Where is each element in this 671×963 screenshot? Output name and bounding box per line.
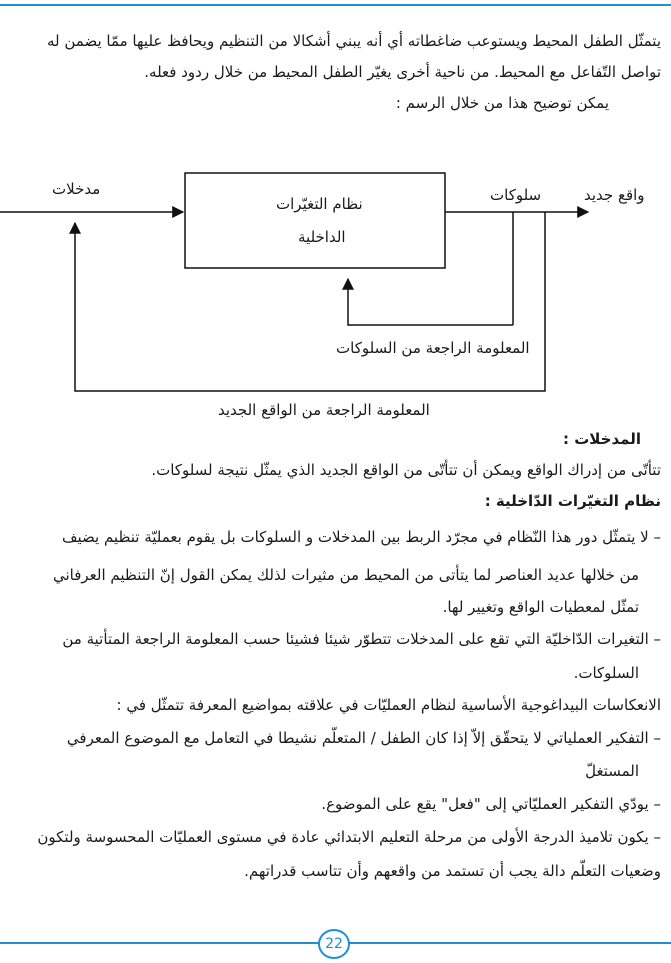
feedback-behaviors-loop	[348, 279, 445, 325]
label-inputs: مدخلات	[52, 180, 101, 198]
bullet-4: – يودّي التفكير العمليّاتي إلى "فعل" يقع على الموضوع.	[321, 795, 661, 813]
bullet-1-line-1: – لا يتمثّل دور هذا النّظام في مجرّد الربط بين المدخلات و السلوكات بل يقوم بعمليّة تنظيم يضيف	[61, 528, 661, 546]
system-heading: نظام التغيّرات الدّاخلية :	[484, 492, 661, 510]
label-system-1: نظام التغيّرات	[276, 195, 363, 213]
label-behaviors: سلوكات	[490, 186, 542, 204]
pedagogy-intro: الانعكاسات البيداغوجية الأساسية لنظام العمليّات في علاقته بمواضيع المعرفة تتمثّل في :	[116, 696, 661, 714]
bullet-2-line-2: السلوكات.	[573, 664, 639, 682]
inputs-heading: المدخلات :	[563, 430, 641, 448]
bullet-1-line-3: تمثّل لمعطيات الواقع وتغيير لها.	[442, 598, 639, 616]
feedback-diagram	[0, 155, 671, 415]
intro-line-3: يمكن توضيح هذا من خلال الرسم :	[395, 94, 609, 112]
label-feedback-behaviors: المعلومة الراجعة من السلوكات	[336, 339, 530, 357]
bullet-2-line-1: – التغيرات الدّاخليّة التي تقع على المدخلات تتطوّر شيئا فشيئا حسب المعلومة الراجعة المتأتية من	[62, 630, 661, 648]
label-feedback-reality: المعلومة الراجعة من الواقع الجديد	[218, 401, 430, 419]
label-new-reality: واقع جديد	[584, 186, 645, 204]
bullet-3-line-1: – التفكير العملياتي لا يتحقّق إلاّ إذا كان الطفل / المتعلّم نشيطا في التعامل مع الموضوع المعرفي	[66, 729, 661, 747]
intro-line-1: يتمثّل الطفل المحيط ويستوعب ضاغطاته أي أنه يبني أشكالا من التنظيم ويحافظ عليها ممّا يضمن له	[46, 32, 661, 50]
bullet-3-line-2: المستغلّ	[585, 762, 639, 780]
system-box	[185, 173, 445, 268]
top-rule	[0, 4, 671, 6]
bullet-1-line-2: من خلالها عديد العناصر لما يتأتى من المحيط من مثيرات لذلك يمكن القول إنّ التنظيم العرفاني	[52, 566, 639, 584]
inputs-text: تتأتّى من إدراك الواقع ويمكن أن تتأتّى من الواقع الجديد الذي يمثّل نتيجة لسلوكات.	[151, 461, 661, 479]
bullet-5-line-2: وضعيات التعلّم دالة يجب أن تستمد من واقعهم وأن تتاسب قدراتهم.	[244, 862, 661, 880]
bullet-5-line-1: – يكون تلاميذ الدرجة الأولى من مرحلة التعليم الابتدائي عادة في مستوى العمليّات المحسوسة ولتكون	[37, 828, 661, 846]
page-number: 22	[318, 929, 350, 959]
label-system-2: الداخلية	[298, 228, 346, 246]
intro-line-2: تواصل التّفاعل مع المحيط. من ناحية أخرى يغيّر الطفل المحيط من خلال ردود فعله.	[144, 63, 661, 81]
